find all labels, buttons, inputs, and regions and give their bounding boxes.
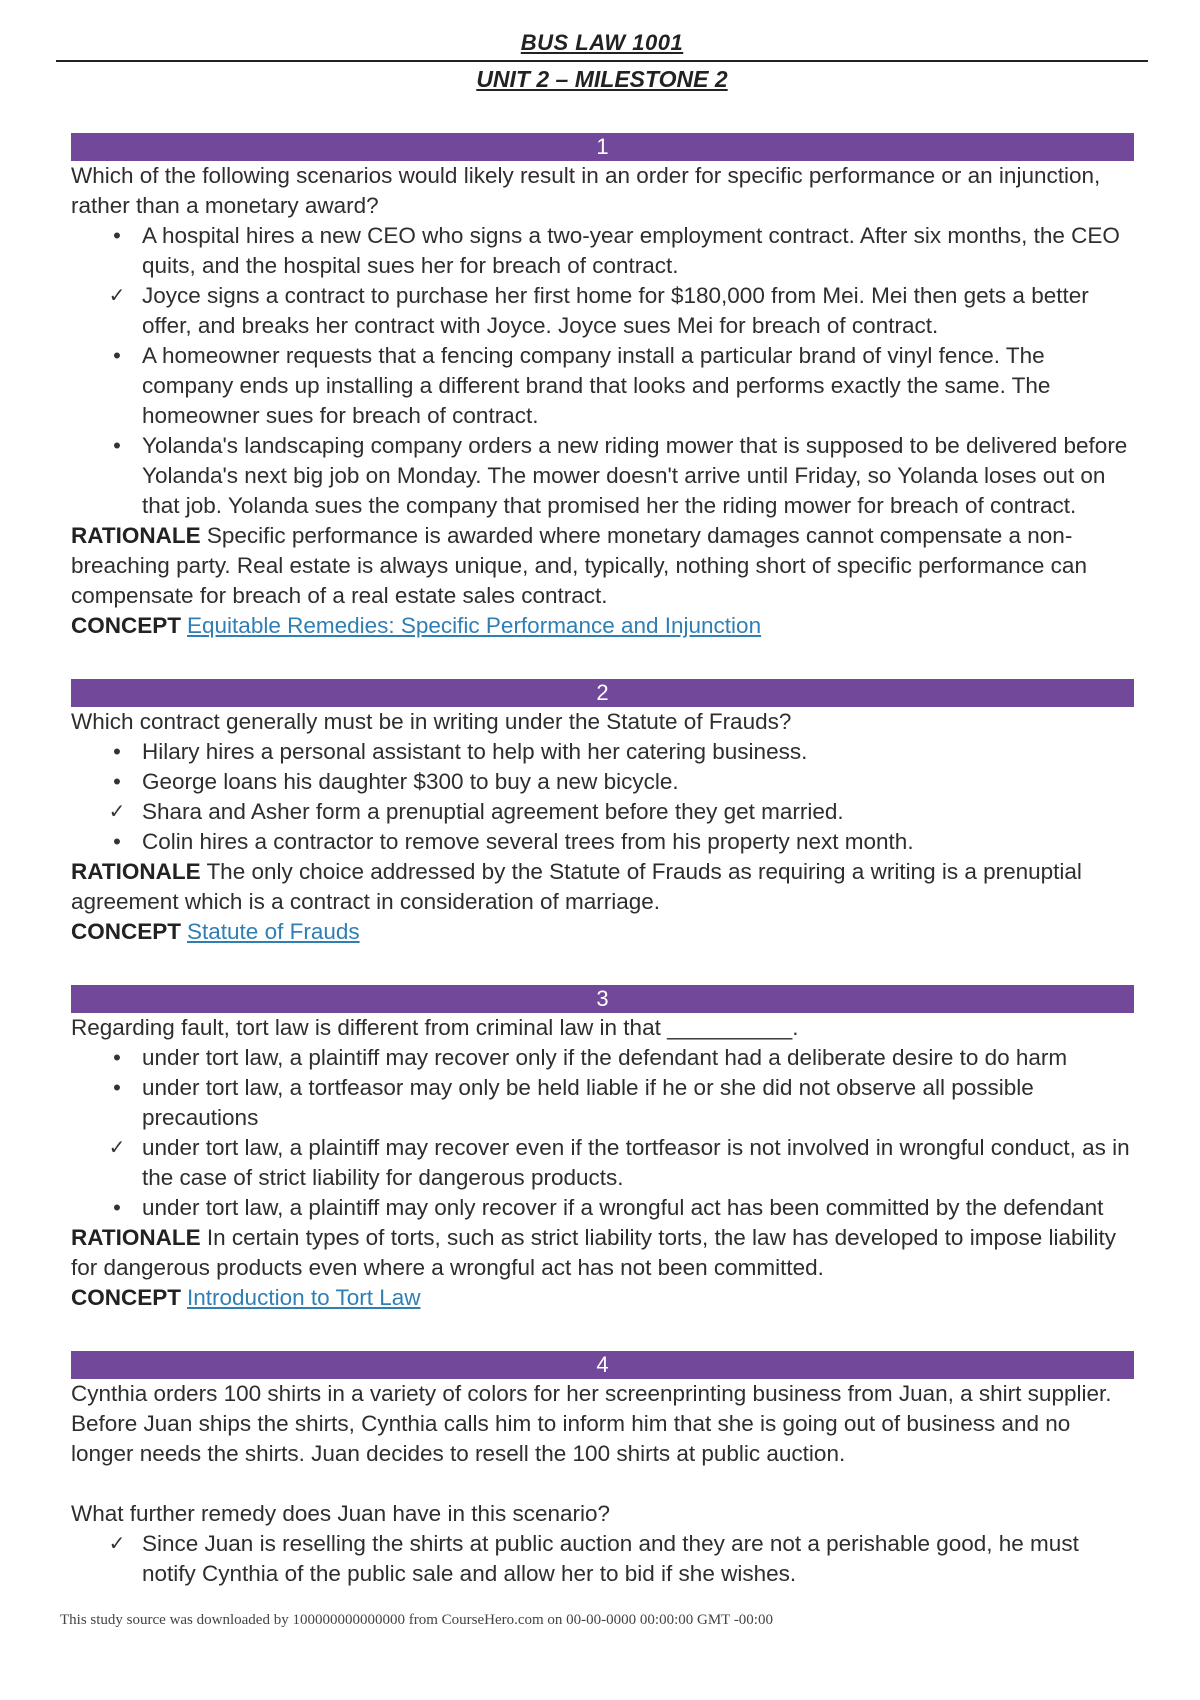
option-text: George loans his daughter $300 to buy a new bicycle. xyxy=(142,769,679,794)
bullet-icon: • xyxy=(113,829,121,854)
bullet-icon: • xyxy=(113,1075,121,1100)
answer-option xyxy=(71,1073,1134,1133)
answer-option xyxy=(71,431,1134,521)
question-number-bar: 1 xyxy=(71,133,1134,161)
rationale-label: RATIONALE xyxy=(71,523,201,548)
answer-option xyxy=(71,767,1134,797)
footer-watermark: This study source was downloaded by 100000000000000 from CourseHero.com on 00-00-0000 00:00:00 GMT -00:00 xyxy=(60,1612,773,1628)
question-text: Regarding fault, tort law is different from criminal law in that __________. xyxy=(71,1015,799,1040)
answer-option xyxy=(71,341,1134,431)
answer-options xyxy=(71,221,1134,521)
document-header xyxy=(56,28,1148,96)
answer-option-correct xyxy=(71,797,1134,827)
concept xyxy=(71,611,1134,641)
question-text: Which contract generally must be in writing under the Statute of Frauds? xyxy=(71,709,792,734)
option-text: Hilary hires a personal assistant to help with her catering business. xyxy=(142,739,808,764)
questions-list xyxy=(71,133,1134,1627)
answer-option xyxy=(71,1193,1134,1223)
checkmark-icon: ✓ xyxy=(108,1137,126,1159)
concept-link[interactable]: Equitable Remedies: Specific Performance and Injunction xyxy=(187,613,762,638)
option-text: A homeowner requests that a fencing company install a particular brand of vinyl fence. The company ends up installing a different brand that looks and performs exactly the same. The homeowner sues for breach of contract. xyxy=(142,343,1051,428)
concept-label: CONCEPT xyxy=(71,1285,182,1310)
course-title xyxy=(56,28,1148,62)
bullet-icon: • xyxy=(113,433,121,458)
rationale xyxy=(71,1223,1134,1283)
course-title-text: BUS LAW 1001 xyxy=(520,30,684,55)
answer-option xyxy=(71,737,1134,767)
question-1 xyxy=(71,133,1134,641)
question-2 xyxy=(71,679,1134,947)
bullet-icon: • xyxy=(113,1045,121,1070)
question-number-bar: 3 xyxy=(71,985,1134,1013)
answer-options xyxy=(71,737,1134,857)
option-text: Colin hires a contractor to remove several trees from his property next month. xyxy=(142,829,914,854)
question-scenario: Cynthia orders 100 shirts in a variety of colors for her screenprinting business from Juan, a shirt supplier. Before Juan ships the shirts, Cynthia calls him to inform him that she is going out of business and no longer needs the shirts. Juan decides to resell the 100 shirts at public auction. xyxy=(71,1381,1112,1466)
answer-option xyxy=(71,221,1134,281)
rationale-label: RATIONALE xyxy=(71,859,201,884)
rationale-text: In certain types of torts, such as strict liability torts, the law has developed to impose liability for dangerous products even where a wrongful act has not been committed. xyxy=(71,1225,1117,1280)
concept-link[interactable]: Introduction to Tort Law xyxy=(187,1285,421,1310)
bullet-icon: • xyxy=(113,343,121,368)
question-text: Which of the following scenarios would likely result in an order for specific performance or an injunction, rather than a monetary award? xyxy=(71,163,1101,218)
answer-options xyxy=(71,1529,1134,1589)
answer-option xyxy=(71,1043,1134,1073)
concept-label: CONCEPT xyxy=(71,919,182,944)
answer-option-correct xyxy=(71,281,1134,341)
question-4 xyxy=(71,1351,1134,1589)
answer-option-correct xyxy=(71,1529,1134,1589)
option-text: under tort law, a tortfeasor may only be held liable if he or she did not observe all possible precautions xyxy=(142,1075,1034,1130)
option-text: Since Juan is reselling the shirts at public auction and they are not a perishable good, he must notify Cynthia of the public sale and allow her to bid if she wishes. xyxy=(142,1531,1079,1586)
option-text: under tort law, a plaintiff may recover even if the tortfeasor is not involved in wrongful conduct, as in the case of strict liability for dangerous products. xyxy=(142,1135,1130,1190)
concept xyxy=(71,1283,1134,1313)
unit-title xyxy=(56,62,1148,96)
rationale-label: RATIONALE xyxy=(71,1225,201,1250)
question-number-bar: 4 xyxy=(71,1351,1134,1379)
checkmark-icon: ✓ xyxy=(108,285,126,307)
option-text: Shara and Asher form a prenuptial agreement before they get married. xyxy=(142,799,844,824)
answer-options xyxy=(71,1043,1134,1223)
bullet-icon: • xyxy=(113,769,121,794)
unit-title-text: UNIT 2 – MILESTONE 2 xyxy=(476,66,728,92)
option-text: Joyce signs a contract to purchase her first home for $180,000 from Mei. Mei then gets a better offer, and breaks her contract with Joyce. Joyce sues Mei for breach of contract. xyxy=(142,283,1089,338)
option-text: A hospital hires a new CEO who signs a two-year employment contract. After six months, the CEO quits, and the hospital sues her for breach of contract. xyxy=(142,223,1120,278)
checkmark-icon: ✓ xyxy=(108,801,126,823)
concept-link[interactable]: Statute of Frauds xyxy=(187,919,360,944)
rationale xyxy=(71,521,1134,611)
rationale xyxy=(71,857,1134,917)
concept-label: CONCEPT xyxy=(71,613,182,638)
answer-option xyxy=(71,827,1134,857)
question-3 xyxy=(71,985,1134,1313)
option-text: under tort law, a plaintiff may only recover if a wrongful act has been committed by the defendant xyxy=(142,1195,1104,1220)
question-number-bar: 2 xyxy=(71,679,1134,707)
option-text: under tort law, a plaintiff may recover only if the defendant had a deliberate desire to do harm xyxy=(142,1045,1068,1070)
concept xyxy=(71,917,1134,947)
answer-option-correct xyxy=(71,1133,1134,1193)
checkmark-icon: ✓ xyxy=(108,1533,126,1555)
bullet-icon: • xyxy=(113,739,121,764)
rationale-text: Specific performance is awarded where monetary damages cannot compensate a non-breaching party. Real estate is always unique, and, typically, nothing short of specific performance can compensate for breach of a real estate sales contract. xyxy=(71,523,1087,608)
rationale-text: The only choice addressed by the Statute of Frauds as requiring a writing is a prenuptial agreement which is a contract in consideration of marriage. xyxy=(71,859,1082,914)
option-text: Yolanda's landscaping company orders a new riding mower that is supposed to be delivered before Yolanda's next big job on Monday. The mower doesn't arrive until Friday, so Yolanda loses out on that job. Yolanda sues the company that promised her the riding mower for breach of contract. xyxy=(142,433,1128,518)
bullet-icon: • xyxy=(113,223,121,248)
bullet-icon: • xyxy=(113,1195,121,1220)
question-text: What further remedy does Juan have in this scenario? xyxy=(71,1501,611,1526)
